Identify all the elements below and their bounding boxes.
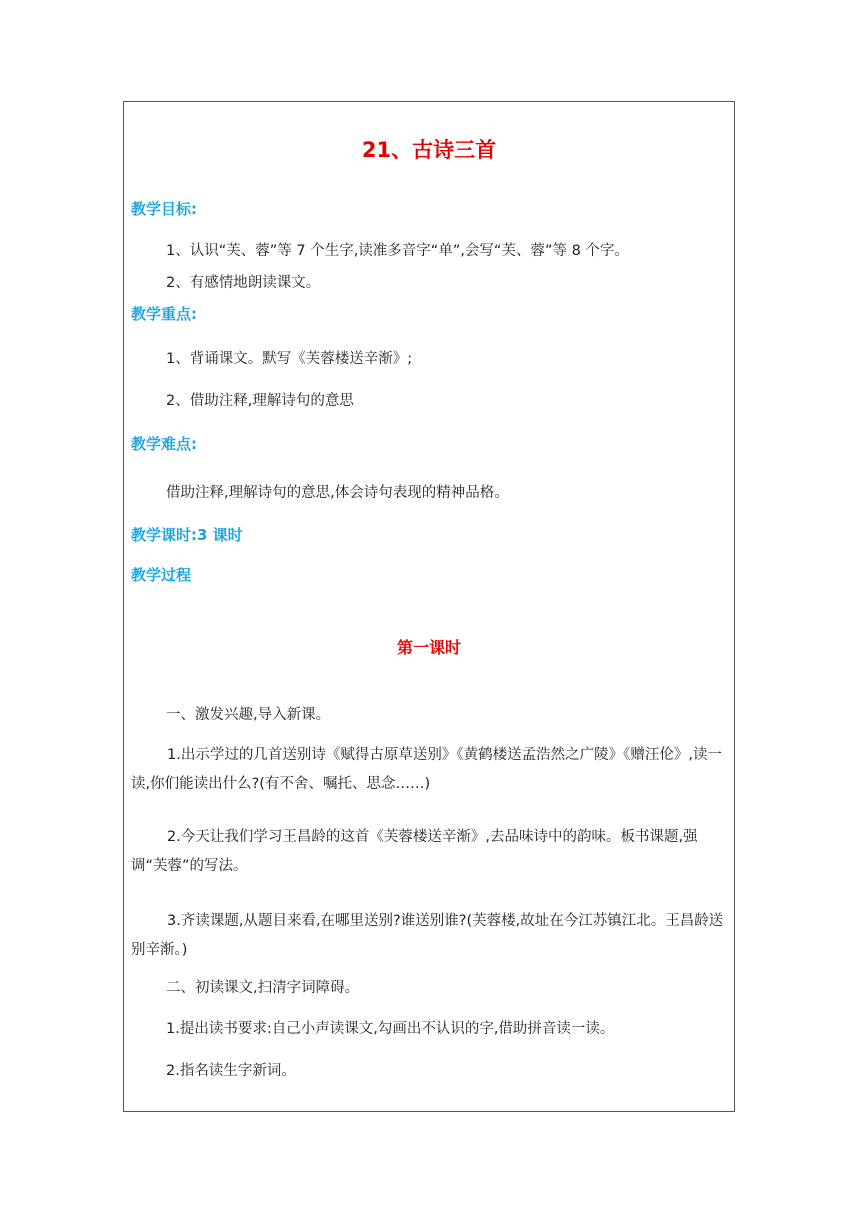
lesson-plan-frame (123, 101, 735, 1112)
focus-heading: 教学重点: (131, 305, 197, 323)
step-2-2: 2.指名读生字新词。 (166, 1063, 296, 1079)
lesson-title: 第一课时 (396, 638, 461, 657)
focus-item-1: 1、背诵课文。默写《芙蓉楼送辛渐》; (166, 351, 413, 367)
goals-heading: 教学目标: (131, 200, 197, 218)
process-heading: 教学过程 (131, 566, 192, 584)
class-hours: 教学课时:3 课时 (131, 526, 243, 544)
focus-item-2: 2、借助注释,理解诗句的意思 (166, 393, 354, 409)
step-1-2: 2.今天让我们学习王昌龄的这首《芙蓉楼送辛渐》,去品味诗中的韵味。板书课题,强调“芙蓉”的写法。 (131, 829, 698, 874)
step-1: 一、激发兴趣,导入新课。 (166, 707, 331, 723)
document-title: 21、古诗三首 (361, 138, 497, 162)
step-2-1: 1.提出读书要求:自己小声读课文,勾画出不认识的字,借助拼音读一读。 (166, 1021, 615, 1037)
step-1-3: 3.齐读课题,从题目来看,在哪里送别?谁送别谁?(芙蓉楼,故址在今江苏镇江北。王昌龄送别辛渐。) (131, 913, 724, 958)
step-2: 二、初读课文,扫清字词障碍。 (166, 980, 360, 996)
difficulty-text: 借助注释,理解诗句的意思,体会诗句表现的精神品格。 (166, 485, 509, 501)
goal-item-2: 2、有感情地朗读课文。 (166, 275, 321, 291)
step-1-1: 1.出示学过的几首送别诗《赋得古原草送别》《黄鹤楼送孟浩然之广陵》《赠汪伦》,读一读,你们能读出什么?(有不舍、嘱托、思念……) (131, 747, 722, 792)
difficulty-heading: 教学难点: (131, 435, 197, 453)
goal-item-1: 1、认识“芙、蓉”等 7 个生字,读准多音字“单”,会写“芙、蓉”等 8 个字。 (166, 243, 629, 259)
